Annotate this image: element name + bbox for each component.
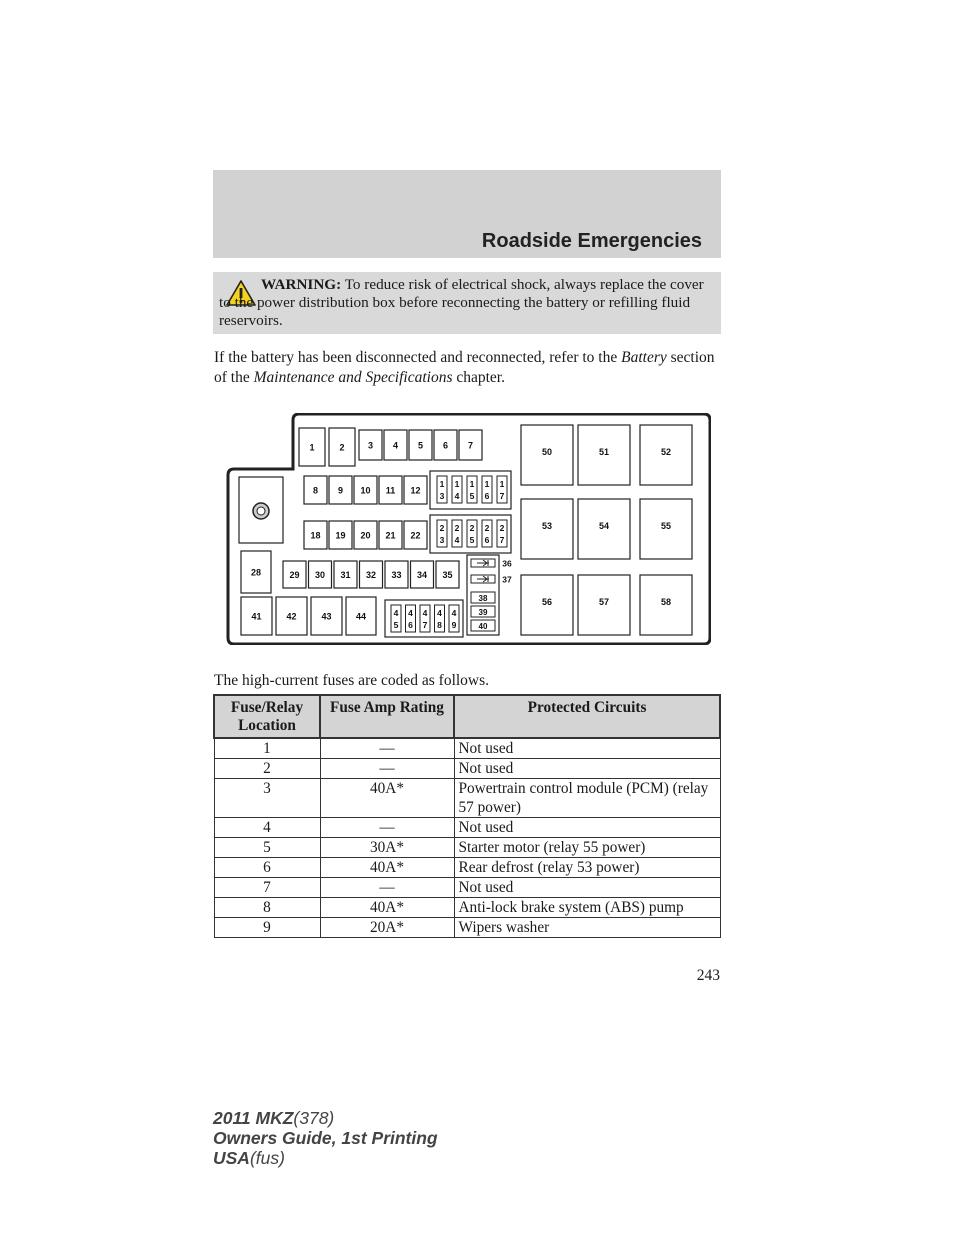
cell-location: 7 (214, 878, 320, 898)
mini-fuse-16-digit-1: 1 (484, 479, 490, 489)
page-number: 243 (696, 967, 720, 984)
table-row (214, 878, 720, 898)
cell-location: 1 (214, 738, 320, 759)
footer-market-code: (fus) (249, 1148, 285, 1168)
cell-amp-rating: — (320, 738, 454, 759)
mini-fuse-24-digit-1: 2 (454, 523, 460, 533)
mini-fuse-23-digit-2: 3 (439, 535, 445, 545)
mini-fuse-46-digit-1: 4 (408, 608, 413, 618)
fuse-9-label: 9 (337, 485, 344, 496)
header-amp-rating: Fuse Amp Rating (320, 695, 454, 738)
cell-location: 3 (214, 779, 320, 818)
mini-fuse-23-digit-1: 2 (439, 523, 445, 533)
fuse-28-label: 28 (250, 567, 262, 578)
mini-fuse-26-digit-2: 6 (484, 535, 490, 545)
fuse-38-label: 38 (478, 594, 488, 603)
mini-fuse-49-digit-1: 4 (451, 608, 457, 618)
mini-fuse-15-digit-2: 5 (469, 491, 475, 501)
cell-amp-rating: — (320, 818, 454, 838)
mini-fuse-13-digit-1: 1 (439, 479, 445, 489)
cell-protected-circuit: Not used (454, 759, 720, 779)
cell-location: 4 (214, 818, 320, 838)
warning-label: WARNING: (261, 276, 342, 293)
paragraph-prefix: If the battery has been disconnected and reconnected, refer to the (214, 349, 618, 366)
fuse-8-label: 8 (312, 485, 319, 496)
cell-protected-circuit: Rear defrost (relay 53 power) (454, 858, 720, 878)
cell-location: 8 (214, 898, 320, 918)
table-row (214, 759, 720, 779)
battery-reference: Battery (621, 349, 667, 366)
mini-fuse-26-digit-1: 2 (484, 523, 490, 533)
fuse-10-label: 10 (360, 485, 371, 496)
table-row (214, 918, 720, 938)
mini-fuse-17-digit-1: 1 (499, 479, 505, 489)
cell-protected-circuit: Anti-lock brake system (ABS) pump (454, 898, 720, 918)
cell-amp-rating: 20A* (320, 918, 454, 938)
battery-paragraph (214, 348, 724, 388)
mini-fuse-14-digit-1: 1 (454, 479, 460, 489)
fuse-5-label: 5 (417, 440, 424, 451)
mini-fuse-25-digit-1: 2 (469, 523, 475, 533)
relay-54-label: 54 (598, 521, 610, 531)
mini-fuse-46-digit-2: 6 (408, 620, 413, 630)
fuse-34-label: 34 (416, 570, 428, 580)
fuse-1-label: 1 (309, 442, 315, 453)
fuse-6-label: 6 (442, 440, 449, 451)
fuse-4-label: 4 (392, 440, 399, 451)
fuse-43-label: 43 (321, 611, 332, 622)
warning-box (213, 272, 721, 334)
relay-53-label: 53 (541, 521, 553, 531)
table-row (214, 738, 720, 759)
relay-51-label: 51 (598, 447, 610, 457)
fuse-box-diagram (225, 413, 711, 645)
cell-protected-circuit: Wipers washer (454, 918, 720, 938)
fuse-41-label: 41 (251, 611, 262, 622)
mini-fuse-25-digit-2: 5 (469, 535, 475, 545)
relay-56-label: 56 (541, 597, 553, 607)
mini-fuse-45-digit-2: 5 (393, 620, 399, 630)
cell-location: 6 (214, 858, 320, 878)
table-caption: The high-current fuses are coded as follows. (214, 672, 490, 689)
relay-55-label: 55 (660, 521, 672, 531)
fuse-21-label: 21 (385, 530, 396, 541)
table-header-row (214, 695, 720, 738)
fuse-29-label: 29 (289, 570, 300, 580)
cell-protected-circuit: Powertrain control module (PCM) (relay 57 power) (454, 779, 720, 818)
fuse-39-label: 39 (478, 608, 488, 617)
fuse-18-label: 18 (310, 530, 321, 541)
cell-protected-circuit: Starter motor (relay 55 power) (454, 838, 720, 858)
fuse-32-label: 32 (365, 570, 377, 580)
fuse-31-label: 31 (340, 570, 351, 580)
cell-amp-rating: 40A* (320, 898, 454, 918)
fuse-35-label: 35 (442, 570, 453, 580)
paragraph-middle: section of the (214, 349, 715, 386)
diode-37-label: 37 (502, 574, 512, 585)
cell-protected-circuit: Not used (454, 878, 720, 898)
warning-text (219, 276, 713, 330)
cell-amp-rating: 40A* (320, 858, 454, 878)
cell-location: 9 (214, 918, 320, 938)
relay-57-label: 57 (598, 597, 610, 607)
fuse-22-label: 22 (410, 530, 421, 541)
header-protected-circuits: Protected Circuits (454, 695, 720, 738)
mini-fuse-48-digit-2: 8 (437, 620, 442, 630)
fuse-20-label: 20 (360, 530, 371, 541)
mini-fuse-48-digit-1: 4 (437, 608, 442, 618)
fuse-3-label: 3 (367, 440, 374, 451)
footer-printing: Owners Guide, 1st Printing (213, 1128, 438, 1148)
footer (213, 1108, 438, 1168)
cell-amp-rating: 30A* (320, 838, 454, 858)
mini-fuse-47-digit-1: 4 (422, 608, 428, 618)
table-row (214, 838, 720, 858)
mini-fuse-13-digit-2: 3 (439, 491, 445, 501)
section-title: Roadside Emergencies (481, 230, 702, 252)
footer-model: 2011 MKZ (213, 1108, 294, 1128)
mini-fuse-24-digit-2: 4 (454, 535, 460, 545)
relay-50-label: 50 (541, 447, 553, 457)
fuse-30-label: 30 (314, 570, 326, 580)
cell-location: 2 (214, 759, 320, 779)
relay-58-label: 58 (660, 597, 672, 607)
mini-fuse-27-digit-1: 2 (499, 523, 505, 533)
mini-fuse-17-digit-2: 7 (499, 491, 505, 501)
cell-amp-rating: — (320, 878, 454, 898)
mini-fuse-47-digit-2: 7 (422, 620, 428, 630)
relay-52-label: 52 (660, 447, 672, 457)
cell-amp-rating: — (320, 759, 454, 779)
mini-fuse-45-digit-1: 4 (393, 608, 399, 618)
cell-protected-circuit: Not used (454, 818, 720, 838)
fuse-40-label: 40 (478, 622, 488, 631)
cell-location: 5 (214, 838, 320, 858)
table-row (214, 858, 720, 878)
mini-fuse-15-digit-1: 1 (469, 479, 475, 489)
footer-market: USA (213, 1148, 250, 1168)
fuse-42-label: 42 (286, 611, 297, 622)
fuse-33-label: 33 (391, 570, 402, 580)
mini-fuse-14-digit-2: 4 (454, 491, 460, 501)
cell-amp-rating: 40A* (320, 779, 454, 818)
footer-model-code: (378) (293, 1108, 335, 1128)
header-location: Fuse/Relay Location (214, 695, 320, 738)
fuse-table (213, 694, 721, 938)
warning-body: To reduce risk of electrical shock, always replace the cover to the power distribution box before reconnecting the battery or refilling fluid reservoirs. (219, 276, 704, 329)
table-row (214, 898, 720, 918)
fuse-7-label: 7 (467, 440, 474, 451)
paragraph-suffix: chapter. (456, 369, 505, 386)
mini-fuse-49-digit-2: 9 (451, 620, 457, 630)
diode-36-label: 36 (502, 558, 512, 569)
table-row (214, 818, 720, 838)
maintenance-reference: Maintenance and Specifications (253, 369, 453, 386)
fuse-11-label: 11 (385, 485, 396, 496)
fuse-19-label: 19 (335, 530, 346, 541)
cell-protected-circuit: Not used (454, 738, 720, 759)
mini-fuse-27-digit-2: 7 (499, 535, 505, 545)
table-row (214, 779, 720, 818)
fuse-44-label: 44 (355, 611, 367, 622)
fuse-12-label: 12 (410, 485, 421, 496)
mini-fuse-16-digit-2: 6 (484, 491, 490, 501)
connector-stud-inner (257, 507, 265, 515)
fuse-2-label: 2 (339, 442, 345, 453)
